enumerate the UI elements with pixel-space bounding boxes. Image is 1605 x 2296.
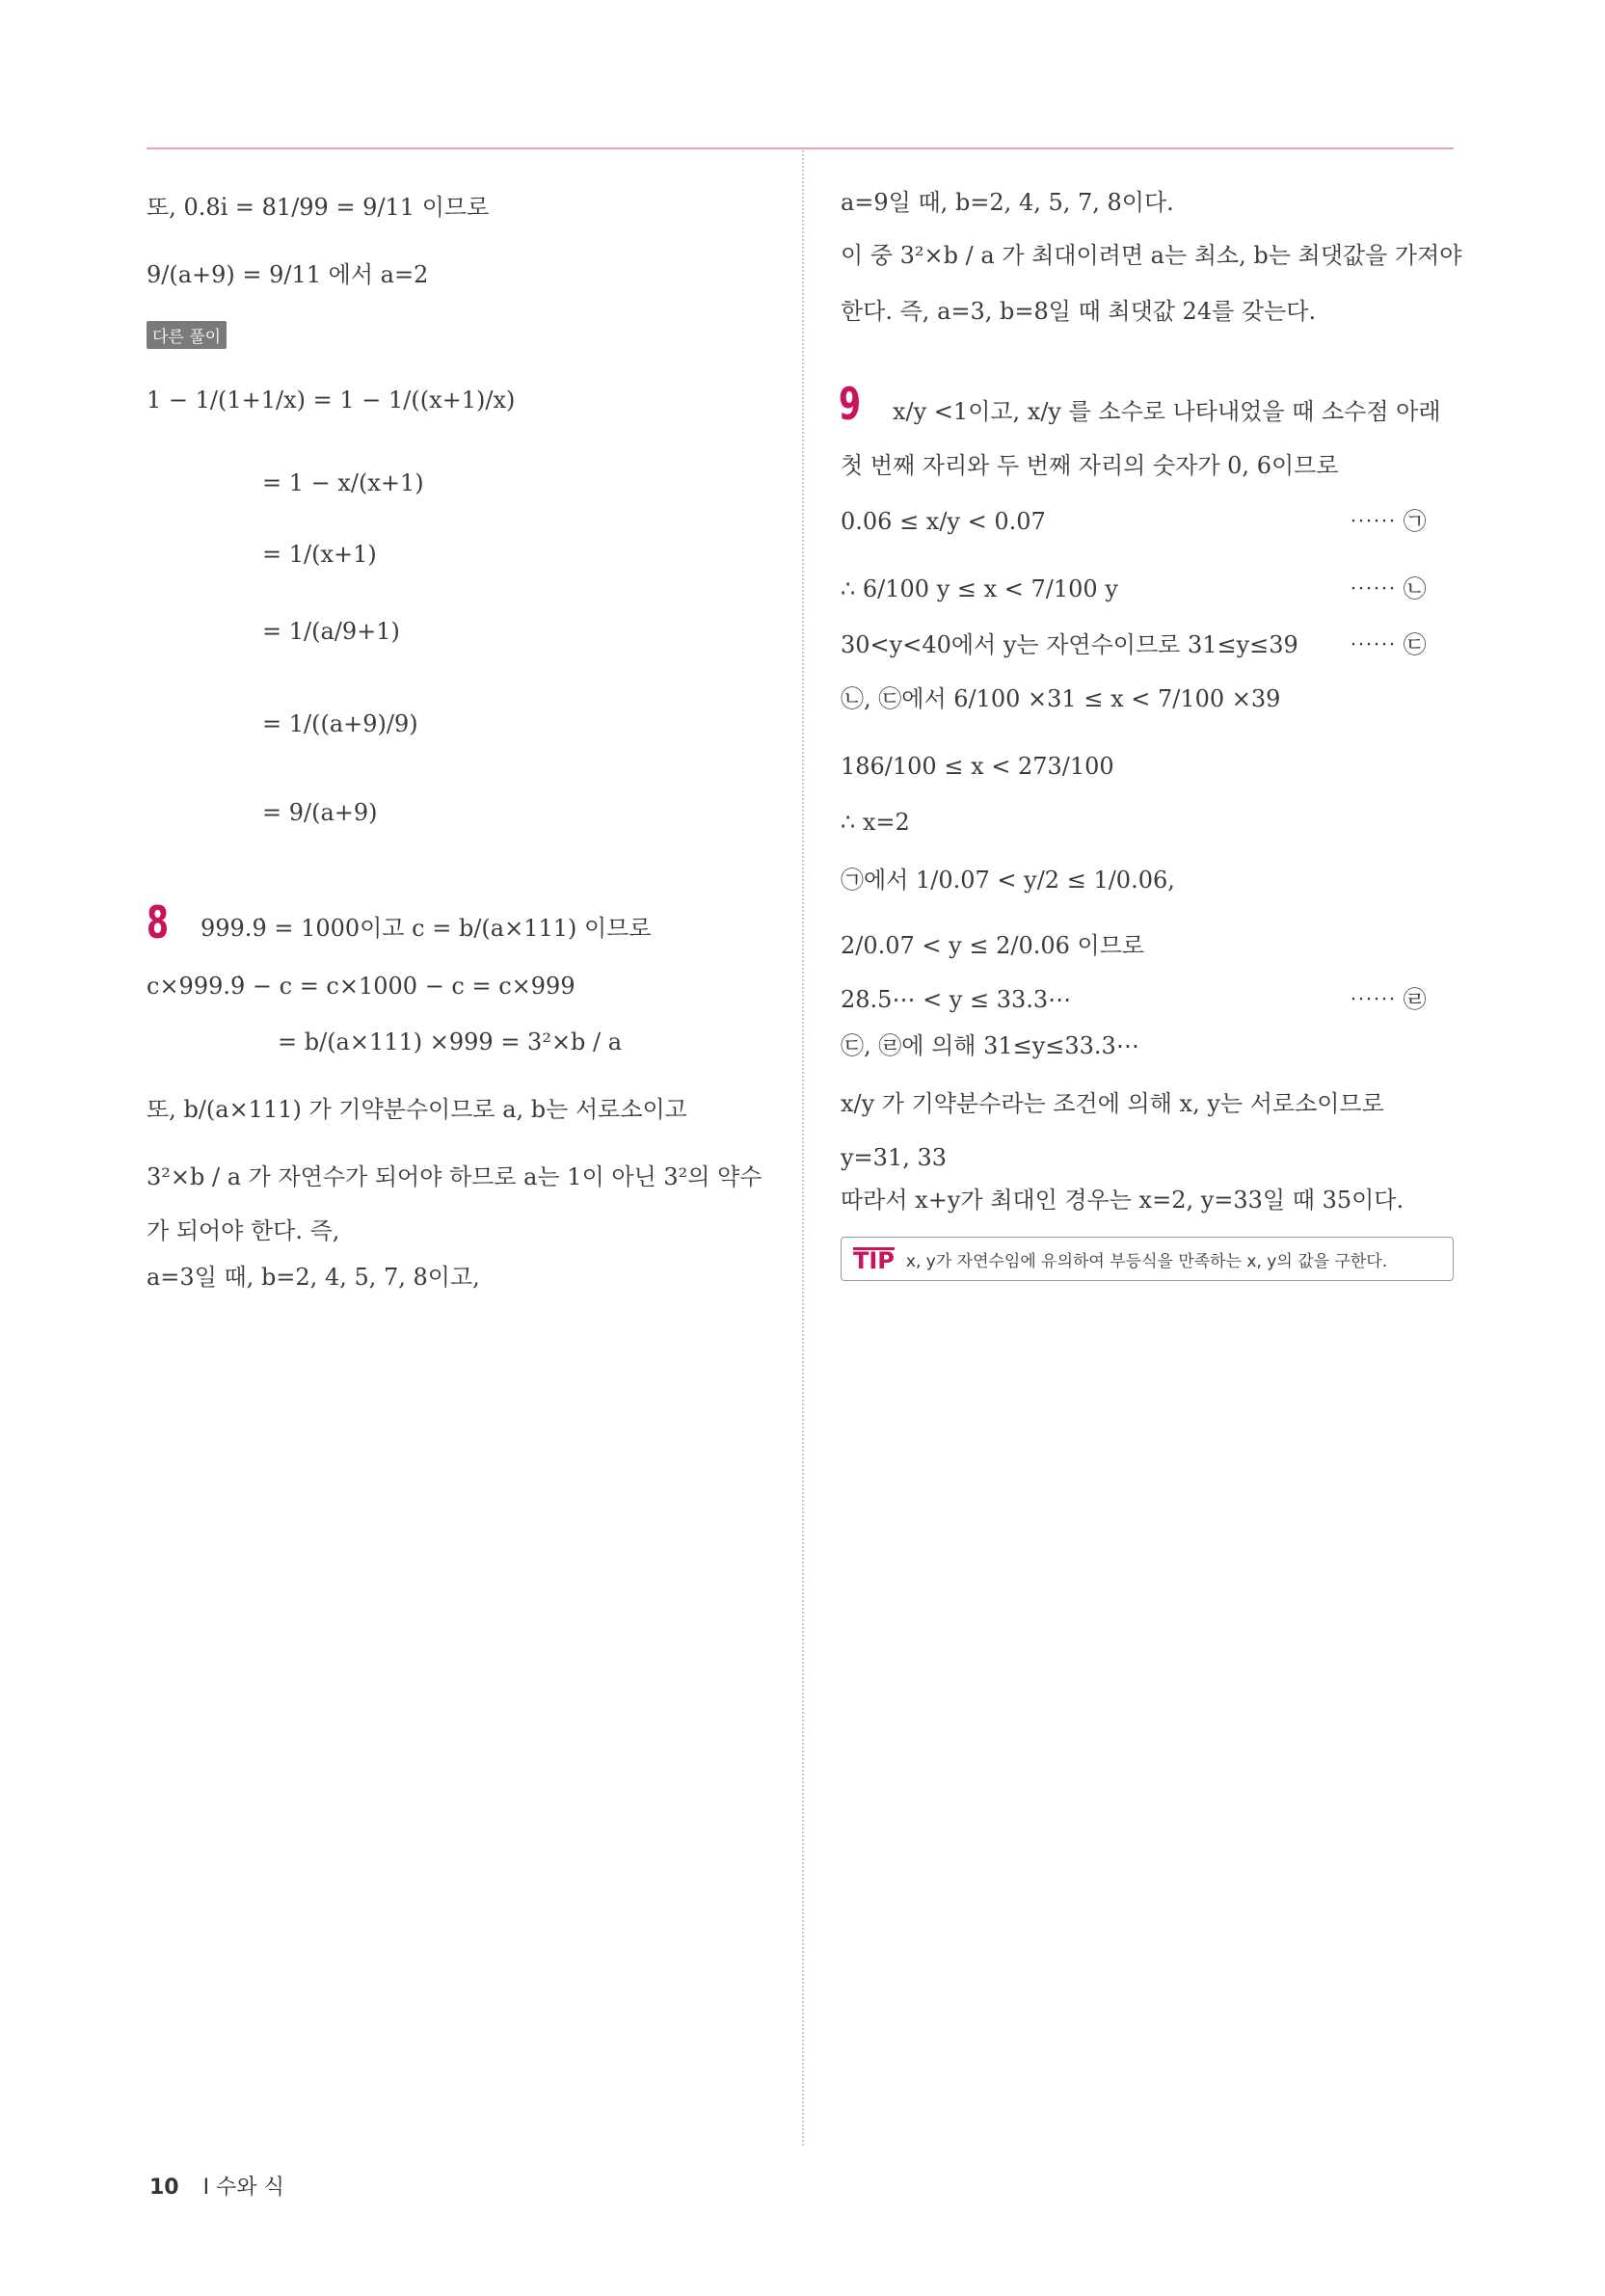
alt-solution-badge: 다른 풀이 [147, 321, 227, 349]
p8-line-7: a=3일 때, b=2, 4, 5, 7, 8이고, [147, 1264, 480, 1291]
p8-line-3: = b/(a×111) ×999 = 3²×b / a [278, 1028, 623, 1055]
tip-text: x, y가 자연수임에 유의하여 부등식을 만족하는 x, y의 값을 구한다. [905, 1251, 1388, 1271]
alt-step-2: = 1 − x/(x+1) [262, 469, 424, 496]
p9-line-8: ∴ x=2 [841, 809, 910, 836]
right-line-2: 이 중 3²×b / a 가 최대이려면 a는 최소, b는 최댓값을 가져야 [841, 242, 1462, 269]
p9-line-3: 0.06 ≤ x/y < 0.07 [841, 508, 1046, 535]
eq-tag-2: ⋯⋯ ㉡ [1350, 575, 1427, 602]
p9-line-11: 28.5⋯ < y ≤ 33.3⋯ [841, 986, 1072, 1013]
alt-step-3: = 1/(x+1) [262, 541, 377, 568]
p9-line-4: ∴ 6/100 y ≤ x < 7/100 y [841, 575, 1118, 602]
alt-step-4: = 1/(a/9+1) [262, 618, 400, 645]
left-line-1: 또, 0.8i̇ = 81/99 = 9/11 이므로 [147, 194, 490, 221]
chapter-title: Ⅰ 수와 식 [202, 2176, 284, 2200]
header-rule [147, 147, 1454, 149]
alt-step-5: = 1/((a+9)/9) [262, 710, 418, 737]
right-line-1: a=9일 때, b=2, 4, 5, 7, 8이다. [841, 189, 1174, 216]
p8-line-6: 가 되어야 한다. 즉, [147, 1217, 340, 1244]
problem-8-number: 8 [147, 896, 170, 948]
p8-line-4: 또, b/(a×111) 가 기약분수이므로 a, b는 서로소이고 [147, 1096, 687, 1123]
tip-label: TIP [853, 1246, 895, 1274]
alt-step-1: 1 − 1/(1+1/x) = 1 − 1/((x+1)/x) [147, 387, 516, 414]
eq-tag-3: ⋯⋯ ㉢ [1350, 631, 1427, 658]
p8-line-2: c×999.9̇ − c = c×1000 − c = c×999 [147, 973, 575, 1000]
p9-line-6: ㉡, ㉢에서 6/100 ×31 ≤ x < 7/100 ×39 [841, 685, 1281, 712]
p9-line-12: ㉢, ㉣에 의해 31≤y≤33.3⋯ [841, 1032, 1139, 1059]
p8-line-5: 3²×b / a 가 자연수가 되어야 하므로 a는 1이 아닌 3²의 약수 [147, 1163, 762, 1190]
p9-line-9: ㉠에서 1/0.07 < y/2 ≤ 1/0.06, [841, 867, 1175, 894]
right-line-3: 한다. 즉, a=3, b=8일 때 최댓값 24를 갖는다. [841, 298, 1317, 325]
eq-tag-4: ⋯⋯ ㉣ [1350, 986, 1427, 1013]
p9-line-2: 첫 번째 자리와 두 번째 자리의 숫자가 0, 6이므로 [841, 452, 1339, 479]
p9-line-7: 186/100 ≤ x < 273/100 [841, 753, 1114, 780]
alt-step-6: = 9/(a+9) [262, 799, 378, 826]
p9-line-10: 2/0.07 < y ≤ 2/0.06 이므로 [841, 932, 1145, 959]
tip-box [841, 1237, 1454, 1281]
p9-line-1: x/y <1이고, x/y 를 소수로 나타내었을 때 소수점 아래 [893, 398, 1441, 425]
page-footer [149, 2171, 284, 2201]
p8-line-1: 999.9̇ = 1000이고 c = b/(a×111) 이므로 [201, 915, 652, 942]
p9-line-14: y=31, 33 [841, 1144, 948, 1171]
p9-line-13: x/y 가 기약분수라는 조건에 의해 x, y는 서로소이므로 [841, 1090, 1384, 1117]
eq-tag-1: ⋯⋯ ㉠ [1350, 508, 1427, 535]
left-line-2: 9/(a+9) = 9/11 에서 a=2 [147, 261, 429, 288]
column-divider [802, 150, 804, 2146]
page-number: 10 [149, 2176, 179, 2200]
p9-line-15: 따라서 x+y가 최대인 경우는 x=2, y=33일 때 35이다. [841, 1187, 1404, 1214]
problem-9-number: 9 [839, 378, 862, 430]
p9-line-5: 30<y<40에서 y는 자연수이므로 31≤y≤39 [841, 631, 1298, 658]
